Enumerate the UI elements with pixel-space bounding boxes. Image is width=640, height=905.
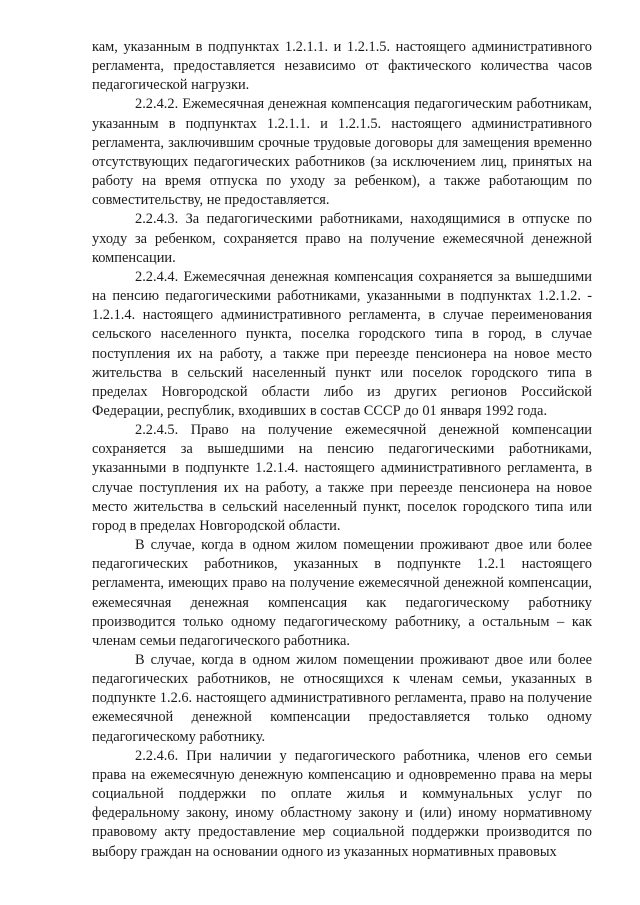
- paragraph-2-2-4-2: 2.2.4.2. Ежемесячная денежная компенсация педагогическим работникам, указанным в подпунктах 1.2.1.1. и 1.2.1.5. настоящего административного регламента, заключившим срочные трудовые договоры для замещения временно отсутствующих педагогических работников (за исключением лиц, принятых на работу на время отпуска по уходу за ребенком), а также работающим по совместительству, не предоставляется.: [92, 96, 592, 209]
- document-page: [92, 38, 592, 862]
- paragraph-2-2-4-4: 2.2.4.4. Ежемесячная денежная компенсация сохраняется за вышедшими на пенсию педагогическими работниками, указанными в подпунктах 1.2.1.2. - 1.2.1.4. настоящего административного регламента, в случае переименования сельского населенного пункта, поселка городского типа в город, в случае поступления их на работу, а также при переезде пенсионера на новое место жительства в сельский населенный пункт или поселок городского типа в пределах Новгородской области либо из других регионов Российской Федерации, республик, входивших в состав СССР до 01 января 1992 года.: [92, 268, 592, 419]
- paragraph-2-2-4-6: 2.2.4.6. При наличии у педагогического работника, членов его семьи права на ежемесячную денежную компенсацию и одновременно права на меры социальной поддержки по оплате жилья и коммунальных услуг по федеральному закону, иному областному закону и (или) иному нормативному правовому акту предоставление мер социальной поддержки производится по выбору граждан на основании одного из указанных нормативных правовых: [92, 747, 592, 860]
- paragraph-case-family-members: В случае, когда в одном жилом помещении проживают двое или более педагогических работников, указанных в подпункте 1.2.1 настоящего регламента, имеющих право на получение ежемесячной денежной компенсации, ежемесячная денежная компенсация как педагогическому работнику производится только одному педагогическому работнику, а остальным – как членам семьи педагогического работника.: [92, 537, 592, 649]
- paragraph-2-2-4-5: 2.2.4.5. Право на получение ежемесячной денежной компенсации сохраняется за вышедшими на пенсию педагогическими работниками, указанными в подпункте 1.2.1.4. настоящего административного регламента, в случае поступления их на работу, а также при переезде пенсионера на новое место жительства в сельский населенный пункт, поселок городского типа или город в пределах Новгородской области.: [92, 422, 592, 534]
- paragraph-continuation: кам, указанным в подпунктах 1.2.1.1. и 1.2.1.5. настоящего административного регламента, предоставляется независимо от фактического количества часов педагогической нагрузки.: [92, 39, 592, 94]
- paragraph-2-2-4-3: 2.2.4.3. За педагогическими работниками, находящимися в отпуске по уходу за ребенком, сохраняется право на получение ежемесячной денежной компенсации.: [92, 211, 592, 266]
- paragraph-case-non-family: В случае, когда в одном жилом помещении проживают двое или более педагогических работников, не относящихся к членам семьи, указанных в подпункте 1.2.6. настоящего административного регламента, право на получение ежемесячной денежной компенсации предоставляется только одному педагогическому работнику.: [92, 652, 592, 745]
